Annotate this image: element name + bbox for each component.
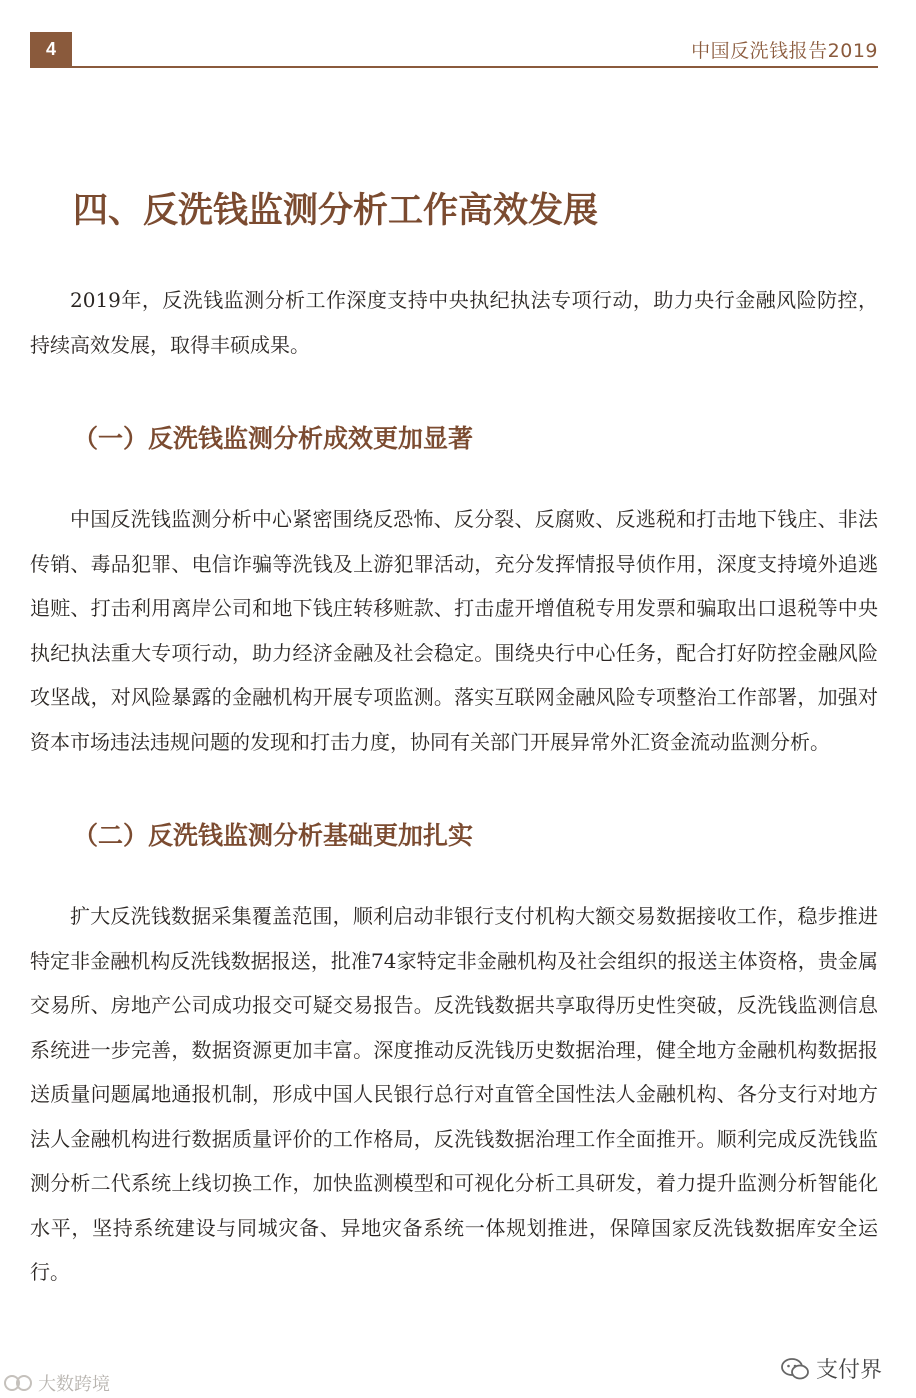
wechat-icon [780, 1357, 810, 1381]
watermark-left-text: 大数跨境 [38, 1374, 110, 1395]
subsection-title-1: （一）反洗钱监测分析成效更加显著 [73, 424, 474, 453]
section-title: 四、反洗钱监测分析工作高效发展 [73, 190, 599, 231]
watermark-right [780, 1353, 882, 1384]
subsection-title-2: （二）反洗钱监测分析基础更加扎实 [73, 821, 474, 850]
header-divider [30, 66, 878, 68]
watermark-logo-icon [4, 1372, 34, 1394]
page-number: 4 [30, 32, 72, 66]
watermark-right-text: 支付界 [815, 1358, 882, 1383]
report-title: 中国反洗钱报告2019 [691, 40, 878, 62]
watermark-left [4, 1370, 110, 1396]
subsection-body-1: 中国反洗钱监测分析中心紧密围绕反恐怖、反分裂、反腐败、反逃税和打击地下钱庄、非法传销、毒品犯罪、电信诈骗等洗钱及上游犯罪活动，充分发挥情报导侦作用，深度支持境外追逃追赃、打击利用离岸公司和地下钱庄转移赃款、打击虚开增值税专用发票和骗取出口退税等中央执纪执法重大专项行动，助力经济金融及社会稳定。围绕央行中心任务，配合打好防控金融风险攻坚战，对风险暴露的金融机构开展专项监测。落实互联网金融风险专项整治工作部署，加强对资本市场违法违规问题的发现和打击力度，协同有关部门开展异常外汇资金流动监测分析。 [30, 507, 878, 754]
subsection-body-2: 扩大反洗钱数据采集覆盖范围，顺利启动非银行支付机构大额交易数据接收工作，稳步推进特定非金融机构反洗钱数据报送，批准74家特定非金融机构及社会组织的报送主体资格，贵金属交易所、房地产公司成功报交可疑交易报告。反洗钱数据共享取得历史性突破，反洗钱监测信息系统进一步完善，数据资源更加丰富。深度推动反洗钱历史数据治理，健全地方金融机构数据报送质量问题属地通报机制，形成中国人民银行总行对直管全国性法人金融机构、各分支行对地方法人金融机构进行数据质量评价的工作格局，反洗钱数据治理工作全面推开。顺利完成反洗钱监测分析二代系统上线切换工作，加快监测模型和可视化分析工具研发，着力提升监测分析智能化水平，坚持系统建设与同城灾备、异地灾备系统一体规划推进，保障国家反洗钱数据库安全运行。 [30, 904, 878, 1284]
intro-paragraph: 2019年，反洗钱监测分析工作深度支持中央执纪执法专项行动，助力央行金融风险防控，持续高效发展，取得丰硕成果。 [30, 288, 878, 357]
page-content [30, 190, 878, 1295]
